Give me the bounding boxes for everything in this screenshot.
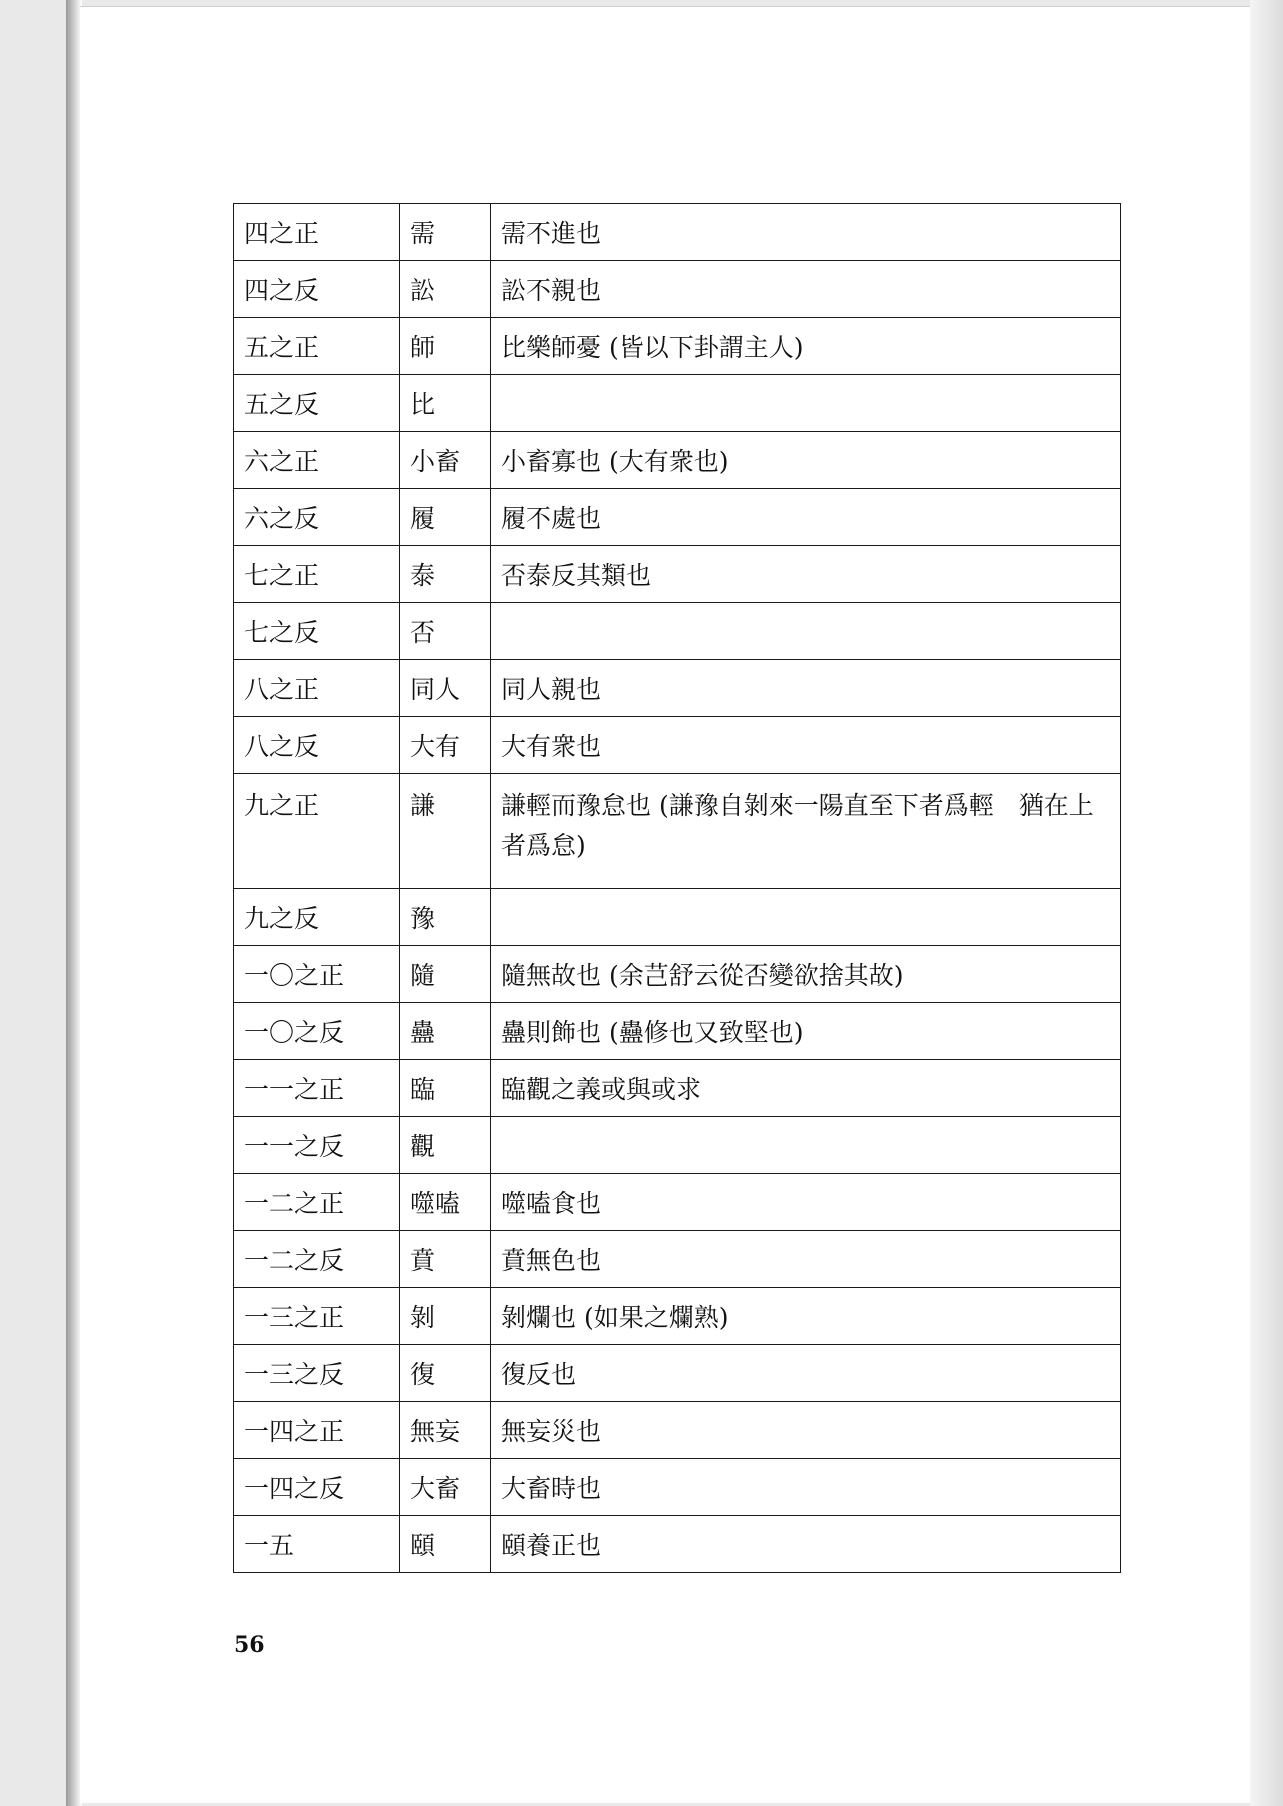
row-label-cell: 一二之反 xyxy=(234,1231,400,1288)
table-row xyxy=(234,375,1121,432)
hexagram-name-cell: 需 xyxy=(400,204,491,261)
row-label-cell: 六之正 xyxy=(234,432,400,489)
comment-cell: 臨觀之義或與或求 xyxy=(491,1060,1121,1117)
row-label-cell: 一一之正 xyxy=(234,1060,400,1117)
table-row xyxy=(234,1288,1121,1345)
comment-cell: 無妄災也 xyxy=(491,1402,1121,1459)
comment-cell: 謙輕而豫怠也 (謙豫自剝來一陽直至下者爲輕 猶在上者爲怠) xyxy=(491,774,1121,889)
comment-cell: 訟不親也 xyxy=(491,261,1121,318)
comment-cell: 大有衆也 xyxy=(491,717,1121,774)
comment-cell: 同人親也 xyxy=(491,660,1121,717)
row-label-cell: 五之正 xyxy=(234,318,400,375)
comment-cell: 履不處也 xyxy=(491,489,1121,546)
row-label-cell: 八之正 xyxy=(234,660,400,717)
comment-cell: 復反也 xyxy=(491,1345,1121,1402)
row-label-cell: 一〇之反 xyxy=(234,1003,400,1060)
hexagram-name-cell: 無妄 xyxy=(400,1402,491,1459)
table-row xyxy=(234,432,1121,489)
row-label-cell: 四之反 xyxy=(234,261,400,318)
comment-cell xyxy=(491,1117,1121,1174)
hexagram-name-cell: 大畜 xyxy=(400,1459,491,1516)
table-row xyxy=(234,774,1121,889)
row-label-cell: 九之反 xyxy=(234,889,400,946)
hexagram-name-cell: 噬嗑 xyxy=(400,1174,491,1231)
table-row xyxy=(234,1402,1121,1459)
row-label-cell: 九之正 xyxy=(234,774,400,889)
table-row xyxy=(234,1231,1121,1288)
comment-cell xyxy=(491,375,1121,432)
table-row xyxy=(234,603,1121,660)
row-label-cell: 一四之反 xyxy=(234,1459,400,1516)
hexagram-name-cell: 賁 xyxy=(400,1231,491,1288)
row-label-cell: 六之反 xyxy=(234,489,400,546)
hexagram-table xyxy=(233,203,1121,1573)
table-row xyxy=(234,1060,1121,1117)
comment-cell: 隨無故也 (余芑舒云從否變欲捨其故) xyxy=(491,946,1121,1003)
table-row xyxy=(234,318,1121,375)
comment-cell: 否泰反其類也 xyxy=(491,546,1121,603)
hexagram-name-cell: 謙 xyxy=(400,774,491,889)
hexagram-table-body xyxy=(234,204,1121,1573)
hexagram-name-cell: 履 xyxy=(400,489,491,546)
table-row xyxy=(234,261,1121,318)
comment-cell: 蠱則飾也 (蠱修也又致堅也) xyxy=(491,1003,1121,1060)
comment-cell xyxy=(491,889,1121,946)
hexagram-name-cell: 否 xyxy=(400,603,491,660)
table-row xyxy=(234,1117,1121,1174)
row-label-cell: 一四之正 xyxy=(234,1402,400,1459)
table-row xyxy=(234,660,1121,717)
hexagram-name-cell: 隨 xyxy=(400,946,491,1003)
comment-cell: 頤養正也 xyxy=(491,1516,1121,1573)
hexagram-name-cell: 小畜 xyxy=(400,432,491,489)
row-label-cell: 一〇之正 xyxy=(234,946,400,1003)
comment-cell: 需不進也 xyxy=(491,204,1121,261)
row-label-cell: 一五 xyxy=(234,1516,400,1573)
hexagram-name-cell: 豫 xyxy=(400,889,491,946)
row-label-cell: 一一之反 xyxy=(234,1117,400,1174)
table-row xyxy=(234,204,1121,261)
hexagram-name-cell: 師 xyxy=(400,318,491,375)
comment-cell: 比樂師憂 (皆以下卦謂主人) xyxy=(491,318,1121,375)
hexagram-name-cell: 觀 xyxy=(400,1117,491,1174)
table-row xyxy=(234,1516,1121,1573)
row-label-cell: 一二之正 xyxy=(234,1174,400,1231)
hexagram-name-cell: 大有 xyxy=(400,717,491,774)
comment-cell: 剝爛也 (如果之爛熟) xyxy=(491,1288,1121,1345)
comment-cell: 大畜時也 xyxy=(491,1459,1121,1516)
comment-cell: 賁無色也 xyxy=(491,1231,1121,1288)
page-right-edge xyxy=(1250,0,1283,1806)
row-label-cell: 一三之正 xyxy=(234,1288,400,1345)
comment-cell xyxy=(491,603,1121,660)
hexagram-name-cell: 比 xyxy=(400,375,491,432)
hexagram-name-cell: 蠱 xyxy=(400,1003,491,1060)
row-label-cell: 七之反 xyxy=(234,603,400,660)
hexagram-name-cell: 同人 xyxy=(400,660,491,717)
hexagram-name-cell: 泰 xyxy=(400,546,491,603)
table-row xyxy=(234,1345,1121,1402)
table-row xyxy=(234,489,1121,546)
hexagram-name-cell: 臨 xyxy=(400,1060,491,1117)
table-row xyxy=(234,546,1121,603)
hexagram-name-cell: 訟 xyxy=(400,261,491,318)
table-row xyxy=(234,889,1121,946)
comment-cell: 小畜寡也 (大有衆也) xyxy=(491,432,1121,489)
table-row xyxy=(234,1174,1121,1231)
table-row xyxy=(234,1459,1121,1516)
comment-cell: 噬嗑食也 xyxy=(491,1174,1121,1231)
row-label-cell: 四之正 xyxy=(234,204,400,261)
hexagram-name-cell: 復 xyxy=(400,1345,491,1402)
row-label-cell: 一三之反 xyxy=(234,1345,400,1402)
row-label-cell: 七之正 xyxy=(234,546,400,603)
table-row xyxy=(234,946,1121,1003)
page-number: 56 xyxy=(234,1632,265,1658)
row-label-cell: 八之反 xyxy=(234,717,400,774)
row-label-cell: 五之反 xyxy=(234,375,400,432)
hexagram-name-cell: 頤 xyxy=(400,1516,491,1573)
table-row xyxy=(234,717,1121,774)
hexagram-name-cell: 剝 xyxy=(400,1288,491,1345)
table-row xyxy=(234,1003,1121,1060)
